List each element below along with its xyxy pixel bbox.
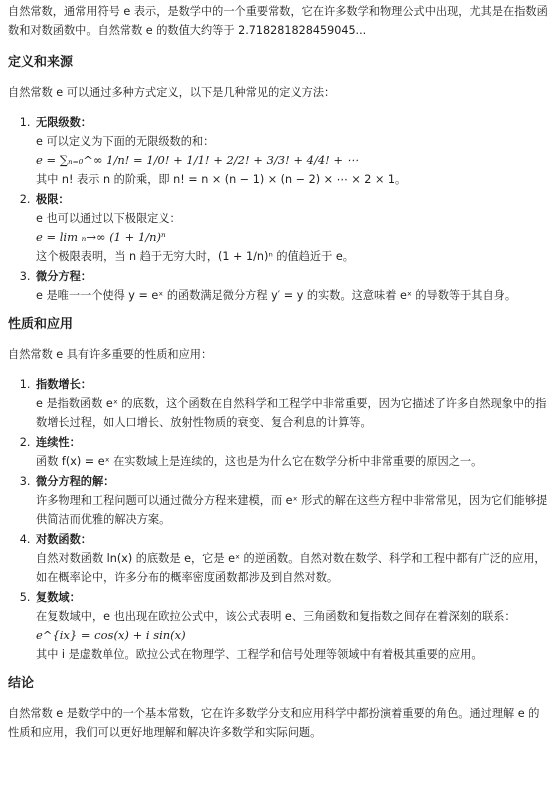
definition-section xyxy=(8,53,548,305)
definition-list xyxy=(8,113,548,305)
definition-item-limit xyxy=(34,190,548,266)
item-text: 其中 i 是虚数单位。欧拉公式在物理学、工程学和信号处理等领域中有着极其重要的应用。 xyxy=(36,648,483,661)
definition-heading: 定义和来源 xyxy=(8,55,74,70)
conclusion-heading: 结论 xyxy=(8,676,35,691)
intro-paragraph: 自然常数，通常用符号 e 表示，是数学中的一个重要常数，它在许多数学和物理公式中出现，尤其是在指数函数和对数函数中。自然常数 e 的数值大约等于 2.718281828459045... xyxy=(8,5,548,37)
item-text: 自然对数函数 ln(x) 的底数是 e，它是 eˣ 的逆函数。自然对数在数学、科学和工程中都有广泛的应用，如在概率论中，许多分布的概率密度函数都涉及到自然对数。 xyxy=(36,552,546,584)
item-text: 在复数域中，e 也出现在欧拉公式中，该公式表明 e、三角函数和复指数之间存在着深刻的联系： xyxy=(36,610,516,623)
property-item-complex xyxy=(34,588,548,664)
item-text: 许多物理和工程问题可以通过微分方程来建模，而 eˣ 形式的解在这些方程中非常常见，因为它们能够提供简洁而优雅的解决方案。 xyxy=(36,494,548,526)
conclusion-section xyxy=(8,674,548,742)
item-title: 5. 复数域： xyxy=(36,591,81,604)
properties-section xyxy=(8,315,548,664)
property-item-logarithm xyxy=(34,530,548,587)
item-text: e 是指数函数 eˣ 的底数，这个函数在自然科学和工程学中非常重要，因为它描述了许多自然现象中的指数增长过程，如人口增长、放射性物质的衰变、复合利息的计算等。 xyxy=(36,397,547,429)
conclusion-paragraph: 自然常数 e 是数学中的一个基本常数，它在许多数学分支和应用科学中都扮演着重要的角色。通过理解 e 的性质和应用，我们可以更好地理解和解决许多数学和实际问题。 xyxy=(8,707,540,739)
item-title: 4. 对数函数： xyxy=(36,533,92,546)
item-title: 3. 微分方程： xyxy=(36,270,92,283)
item-text: 函数 f(x) = eˣ 在实数域上是连续的，这也是为什么它在数学分析中非常重要的原因之一。 xyxy=(36,455,483,468)
item-title: 2. 极限： xyxy=(36,193,70,206)
item-title: 3. 微分方程的解： xyxy=(36,475,115,488)
item-title: 1. 无限级数： xyxy=(36,116,92,129)
item-text: e 可以定义为下面的无限级数的和： xyxy=(36,135,215,148)
item-title: 1. 指数增长： xyxy=(36,378,92,391)
euler-formula: e^{ix} = cos(x) + i sin(x) xyxy=(36,628,186,642)
limit-formula: e = lim ₙ→∞ (1 + 1/n)ⁿ xyxy=(36,230,166,244)
definition-item-differential-equation xyxy=(34,267,548,305)
item-text: 其中 n! 表示 n 的阶乘，即 n! = n × (n − 1) × (n − 2) × ⋯ × 2 × 1。 xyxy=(36,173,407,186)
item-text: 这个极限表明，当 n 趋于无穷大时，(1 + 1/n)ⁿ 的值趋近于 e。 xyxy=(36,250,354,263)
property-item-de-solution xyxy=(34,472,548,529)
definition-item-series xyxy=(34,113,548,189)
item-text: e 也可以通过以下极限定义： xyxy=(36,212,181,225)
item-text: e 是唯一一个使得 y = eˣ 的函数满足微分方程 y′ = y 的实数。这意味着 eˣ 的导数等于其自身。 xyxy=(36,289,517,302)
properties-intro: 自然常数 e 具有许多重要的性质和应用： xyxy=(8,348,213,361)
properties-list xyxy=(8,375,548,664)
item-title: 2. 连续性： xyxy=(36,436,81,449)
properties-heading: 性质和应用 xyxy=(8,317,74,332)
property-item-continuity xyxy=(34,433,548,471)
series-formula: e = ∑ₙ₌₀^∞ 1/n! = 1/0! + 1/1! + 2/2! + 3/3! + 4/4! + ⋯ xyxy=(36,153,359,167)
property-item-exponential-growth xyxy=(34,375,548,432)
definition-intro: 自然常数 e 可以通过多种方式定义，以下是几种常见的定义方法： xyxy=(8,86,336,99)
